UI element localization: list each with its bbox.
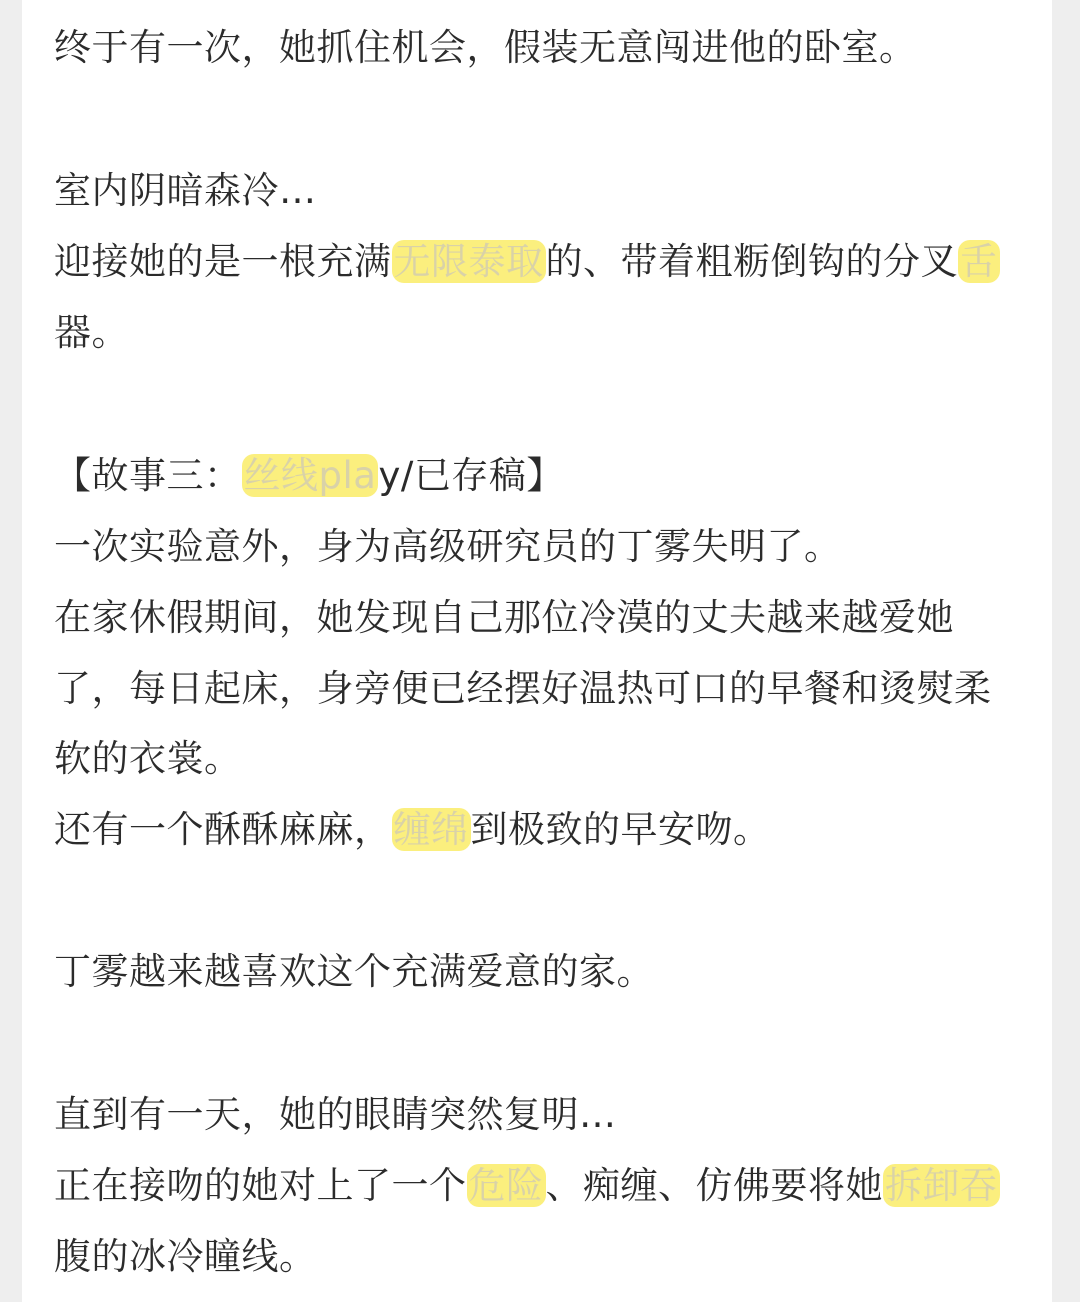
text-segment: 正在接吻的她对上了一个	[54, 1164, 467, 1207]
text-segment: y/已存稿】	[378, 454, 564, 497]
text-segment: 、痴缠、仿佛要将她	[545, 1164, 883, 1207]
highlighted-redaction: 丝线pla	[243, 454, 377, 497]
text-line-11: 丁雾越来越喜欢这个充满爱意的家。	[54, 950, 654, 993]
text-line-12: 直到有一天，她的眼睛突然复明…	[54, 1093, 617, 1136]
text-line-9: 软的衣裳。	[54, 737, 242, 780]
highlighted-redaction: 危险	[468, 1164, 544, 1207]
text-line-4: 器。	[54, 311, 129, 354]
highlighted-redaction: 无限泰取	[393, 240, 544, 283]
text-line-1: 终于有一次，她抓住机会，假装无意闯进他的卧室。	[54, 26, 917, 69]
highlighted-redaction: 缠绵	[393, 808, 469, 851]
text-line-2: 室内阴暗森冷…	[54, 169, 317, 212]
text-segment: 到极致的早安吻。	[470, 808, 771, 851]
highlighted-redaction: 拆卸吞	[885, 1164, 998, 1207]
text-segment: 迎接她的是一根充满	[54, 240, 392, 283]
text-line-6: 一次实验意外，身为高级研究员的丁雾失明了。	[54, 525, 842, 568]
text-line-8: 了，每日起床，身旁便已经摆好温热可口的早餐和烫熨柔	[54, 667, 992, 710]
article-page	[22, 0, 1052, 1302]
text-segment: 的、带着粗粝倒钩的分叉	[545, 240, 958, 283]
text-line-3	[54, 238, 1000, 286]
text-line-7: 在家休假期间，她发现自己那位冷漠的丈夫越来越爱她	[54, 596, 954, 639]
text-segment: 【故事三：	[54, 454, 242, 497]
text-segment: 还有一个酥酥麻麻，	[54, 808, 392, 851]
highlighted-redaction: 舌	[960, 240, 998, 283]
text-line-10	[54, 806, 771, 854]
text-line-14: 腹的冰冷瞳线。	[54, 1235, 317, 1278]
story-heading	[54, 452, 564, 500]
text-line-13	[54, 1162, 1000, 1210]
